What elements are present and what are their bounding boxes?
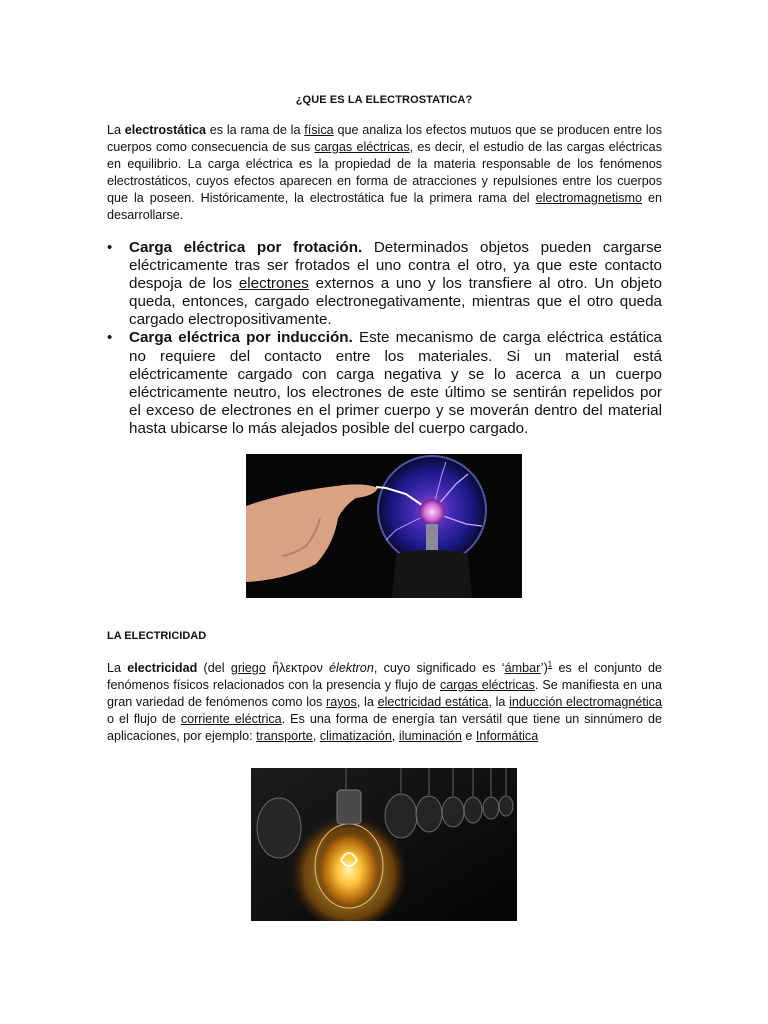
link-cargas-electricas[interactable]: cargas eléctricas: [314, 139, 410, 154]
link-ambar[interactable]: ámbar: [504, 661, 541, 676]
light-bulbs-image: [251, 768, 517, 921]
term-electrostatica: electrostática: [124, 123, 206, 137]
link-electricidad-estatica[interactable]: electricidad estática: [377, 695, 489, 709]
link-fisica[interactable]: física: [304, 123, 334, 137]
intro-paragraph: La electrostática es la rama de la física que analiza los efectos mutuos que se producen entre los cuerpos como consecuencia de sus cargas eléctricas, es decir, el estudio de las cargas eléctricas en equilibrio. La carga eléctrica es la propiedad de la materia responsable de los fenómenos electrostáticos, cuyos efectos aparecen en forma de atracciones y repulsiones entre los cuerpos que la poseen. Históricamente, la electrostática fue la primera rama del electromagnetismo en desarrollarse.: [107, 123, 662, 222]
list-item-heading: Carga eléctrica por frotación.: [129, 239, 363, 256]
plasma-ball-image: [246, 454, 522, 598]
link-induccion-electromagnetica[interactable]: inducción electromagnética: [509, 695, 662, 709]
term-electricidad: electricidad: [127, 661, 198, 676]
link-cargas-electricas[interactable]: cargas eléctricas: [439, 678, 535, 693]
list-item: • Carga eléctrica por inducción. Este mecanismo de carga eléctrica estática no requiere del contacto entre los materiales. Si un material está eléctricamente cargado con carga negativa y se lo acerca a un cuerpo eléctricamente neutro, los electrones de este último se sentirán repelidos por el exceso de electrones en el primer cuerpo y se moverán dentro del material hasta ubicarse lo más alejados posible del cuerpo cargado.: [107, 329, 663, 437]
link-electrones[interactable]: electrones: [238, 275, 309, 293]
link-iluminacion[interactable]: iluminación: [398, 728, 462, 743]
link-informatica[interactable]: Informática: [475, 728, 539, 743]
link-rayos[interactable]: rayos: [326, 695, 357, 709]
light-bulb-icon: [251, 768, 517, 921]
link-climatizacion[interactable]: climatización: [319, 728, 392, 743]
bullet-icon: •: [107, 239, 113, 256]
list-item: • Carga eléctrica por frotación. Determinados objetos pueden cargarse eléctricamente tras ser frotados el uno contra el otro, ya que este contacto despoja de los electrones externos a uno y los transfiere al otro. Un objeto queda, entonces, cargado electronegativamente, mientras que el otro queda cargado electropositivamente.: [107, 239, 662, 329]
link-corriente-electrica[interactable]: corriente eléctrica: [180, 711, 282, 726]
charge-methods-list: [107, 239, 662, 438]
plasma-ball-icon: [246, 454, 522, 598]
section-heading: LA ELECTRICIDAD: [107, 630, 207, 642]
link-griego[interactable]: griego: [230, 661, 266, 676]
footnote-ref[interactable]: 1: [547, 660, 553, 669]
electricity-paragraph: La electricidad (del griego ἤλεκτρον élektron, cuyo significado es ‘ámbar’)$^1$ es el conjunto de fenómenos físicos relacionados con la presencia y flujo de cargas eléctricas. Se manifiesta en una gran variedad de fenómenos como los rayos, la electricidad estática, la inducción electromagnética o el flujo de corriente eléctrica. Es una forma de energía tan versátil que tiene un sinnúmero de aplicaciones, por ejemplo: transporte, climatización, iluminación e Informática: [107, 660, 662, 743]
bullet-icon: •: [107, 329, 113, 347]
page-title: ¿QUE ES LA ELECTROSTATICA?: [295, 94, 473, 106]
list-item-heading: Carga eléctrica por inducción.: [129, 329, 353, 347]
link-electromagnetismo[interactable]: electromagnetismo: [535, 190, 642, 205]
link-transporte[interactable]: transporte: [256, 728, 313, 743]
